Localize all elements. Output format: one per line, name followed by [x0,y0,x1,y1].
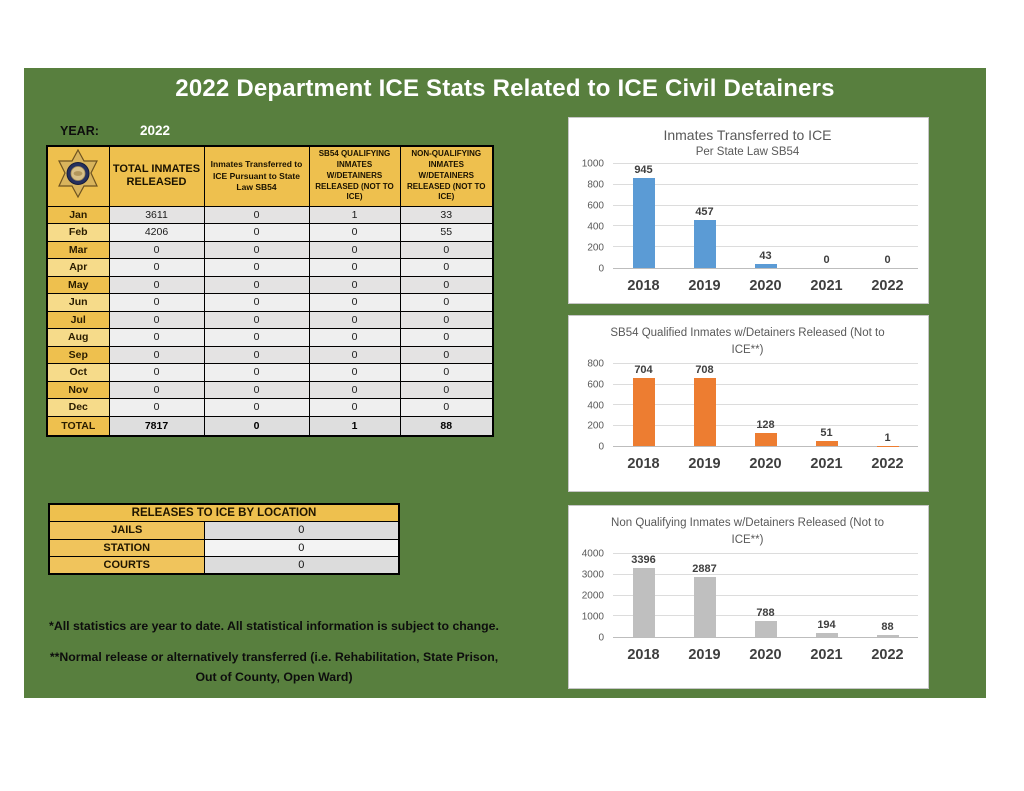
cell-value: 1 [309,206,400,224]
table-total-row [47,416,493,436]
bar-series [613,554,918,637]
bar-value-label: 3396 [631,554,656,567]
cell-value: 0 [309,381,400,399]
month-label: Jun [47,294,109,312]
y-axis-tick-label: 800 [587,358,604,370]
location-label: COURTS [49,557,204,575]
cell-value: 0 [204,241,309,259]
cell-value: 0 [204,206,309,224]
cell-value: 0 [309,329,400,347]
y-axis-tick-label: 3000 [581,569,604,581]
bar [755,433,777,446]
cell-value: 33 [400,206,493,224]
month-label: Jul [47,311,109,329]
cell-value: 0 [109,241,204,259]
x-axis-label: 2021 [810,456,843,472]
x-axis-label: 2022 [871,278,904,294]
cell-value: 0 [400,399,493,417]
bar-value-label: 945 [634,164,653,176]
cell-value: 0 [204,346,309,364]
bar [694,577,716,637]
cell-value: 0 [400,276,493,294]
x-axis-label: 2019 [688,647,721,663]
bar [694,220,716,268]
releases-by-location-table [48,503,400,575]
cell-value: 4206 [109,224,204,242]
table-row [47,294,493,312]
x-axis [613,447,918,487]
bar [694,378,716,446]
year-label: YEAR: [60,124,99,138]
footnote-statistics: *All statistics are year to date. All statistical information is subject to change. [49,619,499,633]
x-axis [613,638,918,684]
total-value: 88 [400,416,493,436]
location-row [49,557,399,575]
bar-slot [613,554,674,637]
y-axis-tick-label: 600 [587,200,604,212]
chart-non-qualifying-inmates-released [568,505,929,689]
bar-slot [857,164,918,268]
bar [633,568,655,637]
green-document-canvas [24,68,986,698]
bar-slot [796,164,857,268]
table-row [47,346,493,364]
y-axis [577,548,613,644]
column-header-sb54-qualifying: SB54 QUALIFYING INMATES W/DETAINERS RELEASED (NOT TO ICE) [309,146,400,206]
y-axis-tick-label: 0 [598,263,604,275]
table-row [47,364,493,382]
y-axis-tick-label: 200 [587,242,604,254]
bar-value-label: 2887 [692,563,717,576]
month-label: May [47,276,109,294]
total-value: 0 [204,416,309,436]
bar-series [613,164,918,268]
plot [613,164,918,269]
y-axis-tick-label: 1000 [581,158,604,170]
chart-title-text: Inmates Transferred to ICE [663,127,832,143]
cell-value: 0 [204,329,309,347]
cell-value: 0 [309,259,400,277]
chart-plot-area [577,358,918,453]
bar-value-label: 1 [884,431,891,444]
total-value: 7817 [109,416,204,436]
bar-value-label: 0 [884,254,891,266]
chart-subtitle-text: Per State Law SB54 [695,146,800,158]
bar-slot [674,554,735,637]
column-header-inmates-transferred-to-ice: Inmates Transferred to ICE Pursuant to State Law SB54 [204,146,309,206]
table-row [47,259,493,277]
monthly-stats-table [46,145,494,437]
page-title: 2022 Department ICE Stats Related to ICE Civil Detainers [175,75,835,102]
x-axis-label: 2020 [749,278,782,294]
month-label: Aug [47,329,109,347]
y-axis-tick-label: 800 [587,179,604,191]
cell-value: 0 [309,346,400,364]
bar [877,635,899,637]
cell-value: 0 [400,311,493,329]
table-row [47,329,493,347]
x-axis [613,269,918,299]
location-table-title: RELEASES TO ICE BY LOCATION [49,504,399,522]
location-row [49,522,399,540]
bar-slot [857,554,918,637]
cell-value: 0 [400,346,493,364]
chart-title-text: Non Qualifying Inmates w/Detainers Released (Not to ICE**) [611,517,884,546]
cell-value: 0 [400,241,493,259]
table-row [47,206,493,224]
bar-slot [674,164,735,268]
month-label: Mar [47,241,109,259]
cell-value: 0 [204,276,309,294]
x-axis-label: 2018 [627,647,660,663]
location-label: STATION [49,539,204,557]
location-row [49,539,399,557]
bar-value-label: 128 [756,418,775,431]
x-axis-label: 2021 [810,647,843,663]
bar-slot [857,364,918,446]
cell-value: 55 [400,224,493,242]
bar-value-label: 788 [756,606,775,619]
bar-slot [674,364,735,446]
plot [613,364,918,447]
location-value: 0 [204,557,399,575]
cell-value: 0 [109,294,204,312]
location-label: JAILS [49,522,204,540]
year-row [60,123,170,138]
bar-slot [613,364,674,446]
month-label: Feb [47,224,109,242]
total-label: TOTAL [47,416,109,436]
x-axis-label: 2020 [749,456,782,472]
table-row [47,311,493,329]
cell-value: 0 [400,381,493,399]
footnote-normal-release: **Normal release or alternatively transferred (i.e. Rehabilitation, State Prison, Out of County, Open Ward) [49,650,499,684]
cell-value: 0 [400,294,493,312]
bar-slot [613,164,674,268]
table-row [47,276,493,294]
chart-plot-area [577,158,918,275]
y-axis-tick-label: 400 [587,400,604,412]
bar-value-label: 0 [823,254,830,266]
month-label: Jan [47,206,109,224]
x-axis-label: 2019 [688,456,721,472]
cell-value: 0 [400,364,493,382]
x-axis-label: 2018 [627,278,660,294]
chart-plot-area [577,548,918,644]
chart-title [577,325,918,358]
bar-value-label: 43 [759,249,772,262]
cell-value: 0 [109,259,204,277]
cell-value: 0 [109,381,204,399]
x-axis-label: 2021 [810,278,843,294]
y-axis-tick-label: 0 [598,441,604,453]
y-axis-tick-label: 600 [587,379,604,391]
x-axis-label: 2020 [749,647,782,663]
cell-value: 0 [204,259,309,277]
y-axis-tick-label: 400 [587,221,604,233]
cell-value: 0 [309,294,400,312]
cell-value: 0 [309,224,400,242]
column-header-total-inmates-released: TOTAL INMATES RELEASED [109,146,204,206]
y-axis-tick-label: 0 [598,632,604,644]
bar-series [613,364,918,446]
bar-value-label: 88 [881,621,894,634]
cell-value: 0 [400,329,493,347]
bar [633,378,655,446]
x-axis-label: 2019 [688,278,721,294]
y-axis-tick-label: 1000 [581,611,604,623]
cell-value: 0 [109,364,204,382]
cell-value: 3611 [109,206,204,224]
bar [816,633,838,637]
cell-value: 0 [400,259,493,277]
cell-value: 0 [309,241,400,259]
table-row [47,224,493,242]
y-axis-tick-label: 2000 [581,590,604,602]
cell-value: 0 [309,364,400,382]
month-label: Oct [47,364,109,382]
table-row [47,399,493,417]
table-header-row [47,146,493,206]
y-axis-tick-label: 4000 [581,548,604,560]
chart-title-text: SB54 Qualified Inmates w/Detainers Released (Not to ICE**) [610,327,885,356]
chart-sb54-qualified-inmates-released [568,315,929,492]
cell-value: 0 [204,294,309,312]
y-axis [577,358,613,453]
cell-value: 0 [204,311,309,329]
bar [755,621,777,637]
cell-value: 0 [309,311,400,329]
plot [613,554,918,638]
location-value: 0 [204,539,399,557]
header-badge-cell [47,146,109,206]
cell-value: 0 [109,346,204,364]
bar [816,441,838,446]
location-value: 0 [204,522,399,540]
total-value: 1 [309,416,400,436]
month-label: Nov [47,381,109,399]
bar-slot [735,164,796,268]
cell-value: 0 [309,399,400,417]
bar-value-label: 51 [820,426,833,439]
table-row [47,381,493,399]
cell-value: 0 [204,364,309,382]
bar-value-label: 708 [695,364,714,377]
month-label: Sep [47,346,109,364]
bar [755,264,777,268]
cell-value: 0 [109,311,204,329]
y-axis [577,158,613,275]
x-axis-label: 2022 [871,456,904,472]
bar [633,178,655,268]
y-axis-tick-label: 200 [587,420,604,432]
cell-value: 0 [109,399,204,417]
table-row [47,241,493,259]
bar-slot [735,554,796,637]
chart-title [577,127,918,158]
cell-value: 0 [204,399,309,417]
chart-title [577,515,918,548]
bar-slot [796,364,857,446]
cell-value: 0 [204,381,309,399]
bar-value-label: 704 [634,364,653,377]
location-header-row [49,504,399,522]
cell-value: 0 [309,276,400,294]
x-axis-label: 2018 [627,456,660,472]
cell-value: 0 [204,224,309,242]
x-axis-label: 2022 [871,647,904,663]
month-label: Dec [47,399,109,417]
sheriff-star-badge-icon [55,186,101,203]
cell-value: 0 [109,329,204,347]
chart-inmates-transferred-to-ice [568,117,929,304]
bar-slot [796,554,857,637]
bar-value-label: 194 [817,619,836,631]
cell-value: 0 [109,276,204,294]
bar-value-label: 457 [695,206,714,219]
bar-slot [735,364,796,446]
month-label: Apr [47,259,109,277]
year-value: 2022 [140,123,171,138]
column-header-non-qualifying: NON-QUALIFYING INMATES W/DETAINERS RELEASED (NOT TO ICE) [400,146,493,206]
